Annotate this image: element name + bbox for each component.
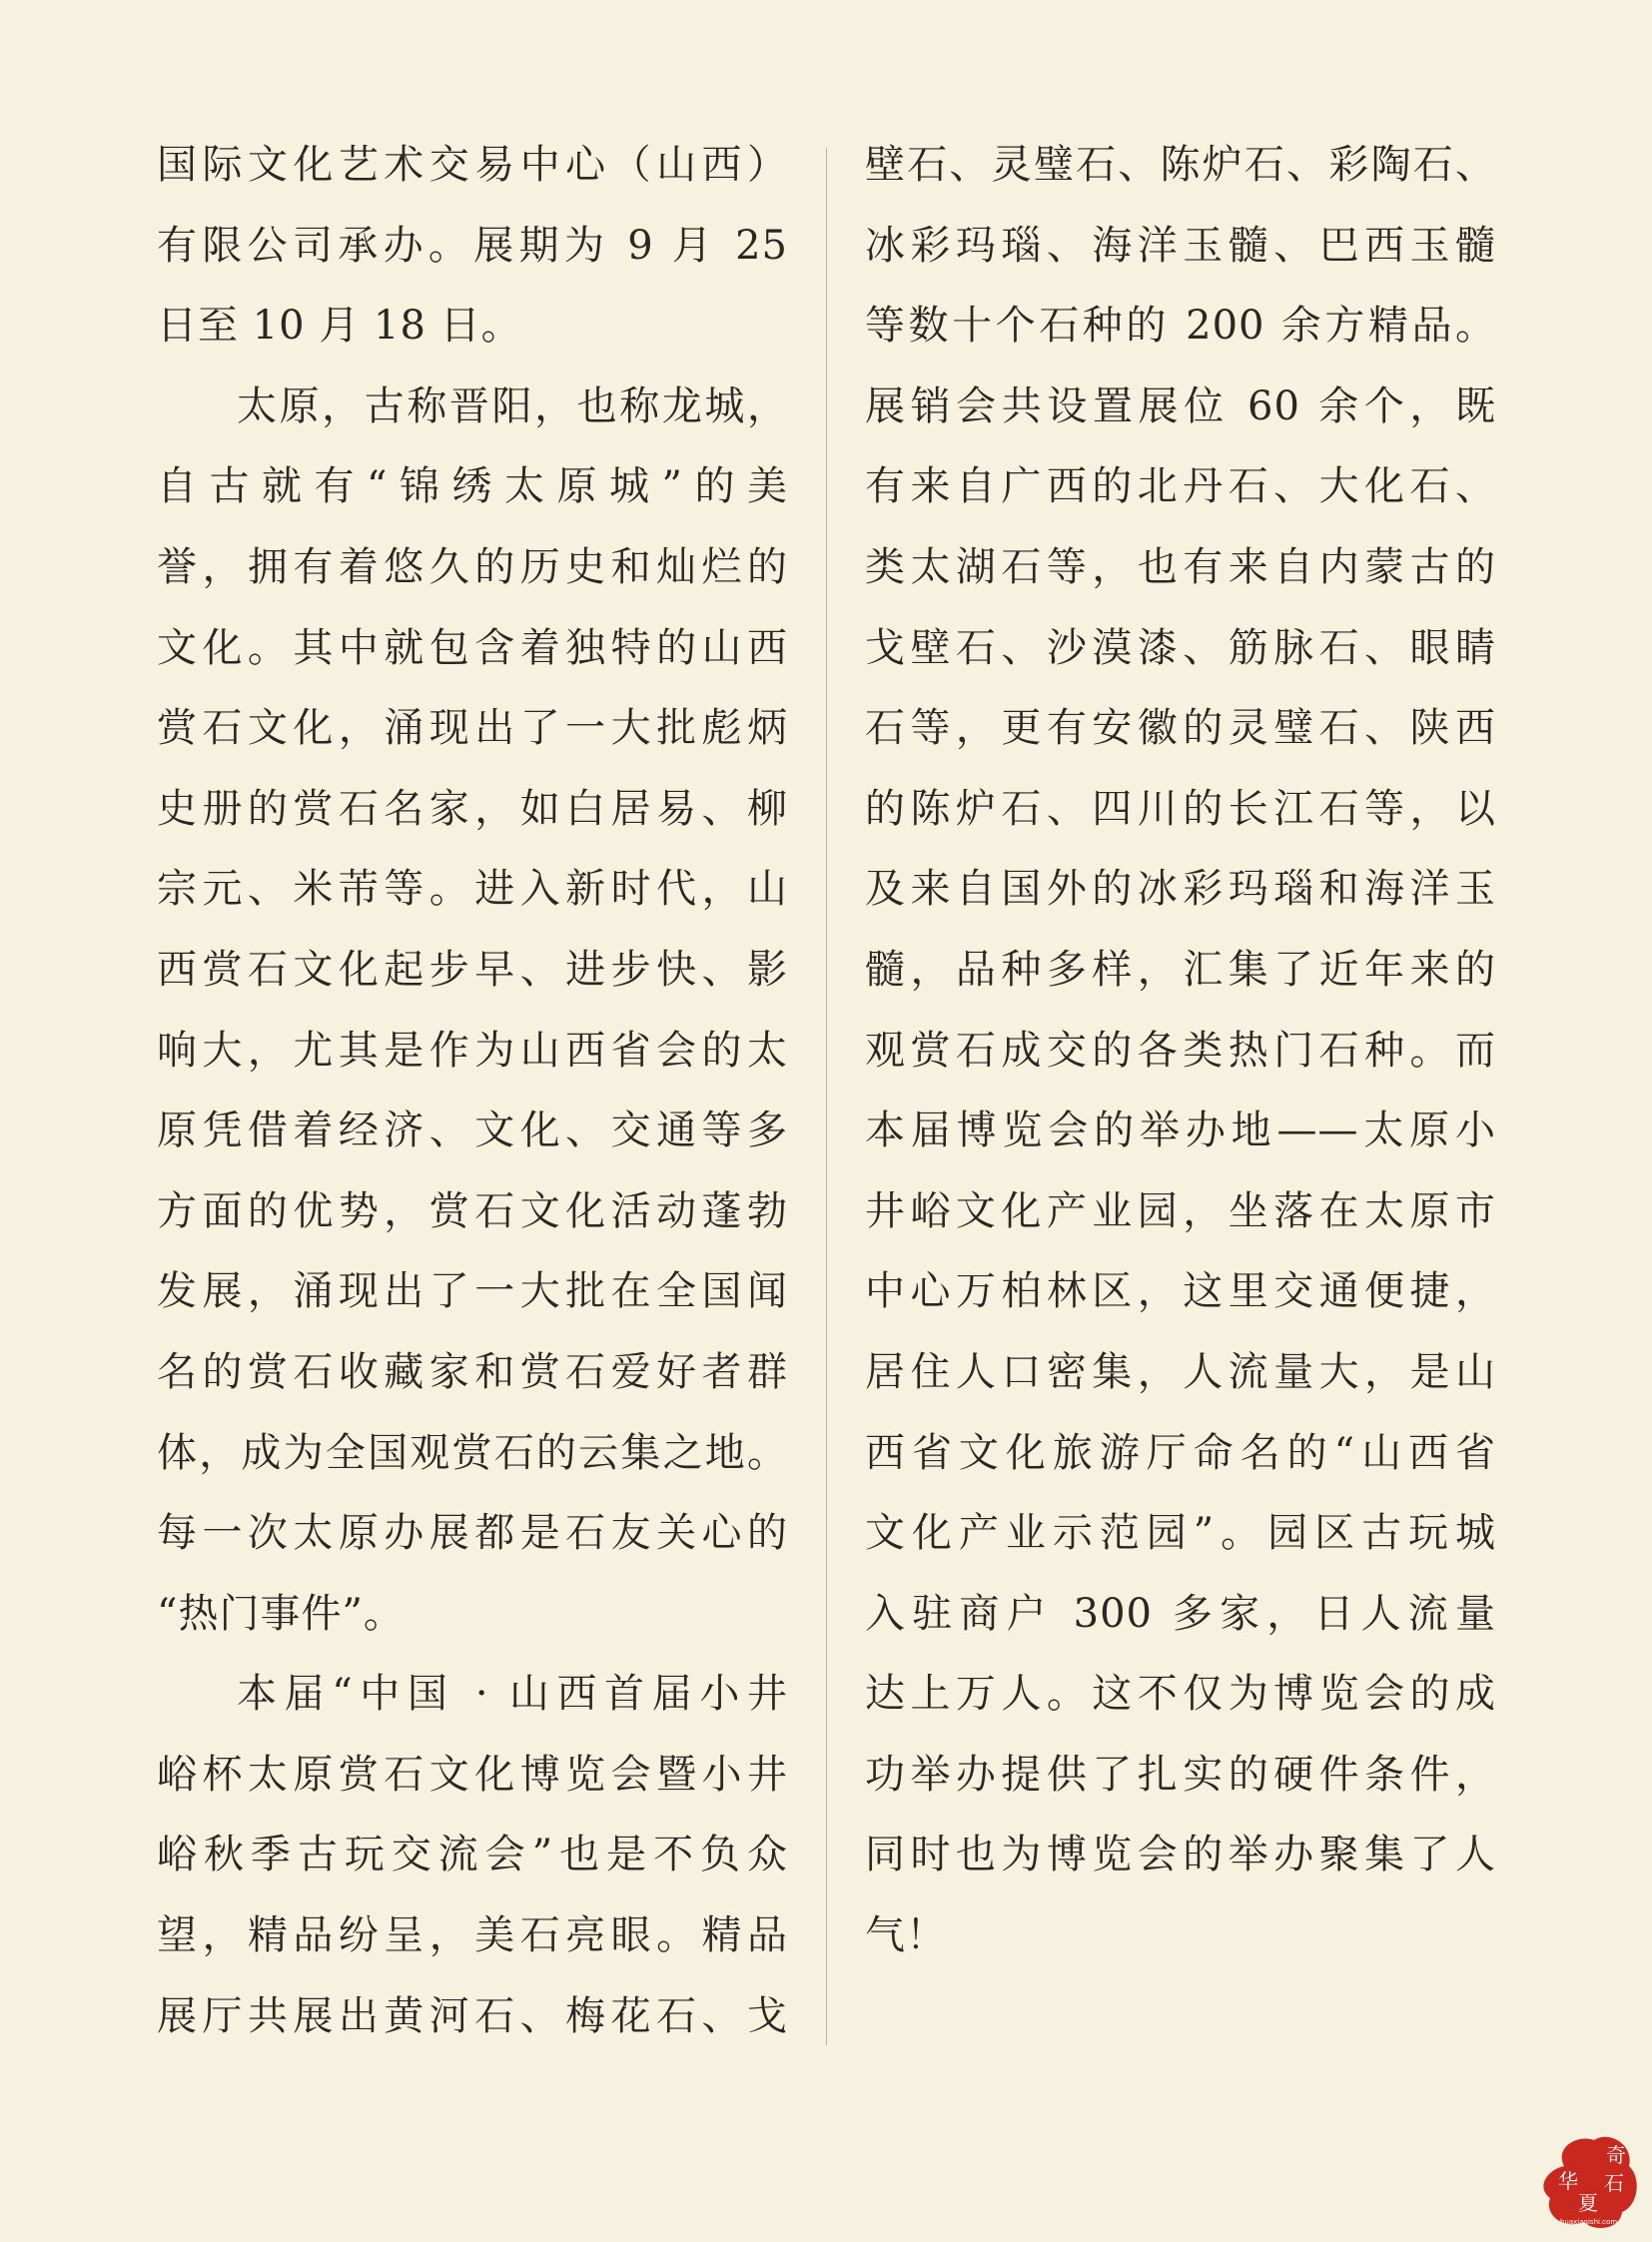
text-line: 井峪文化产业园，坐落在太原市 xyxy=(865,1187,1496,1234)
text-line: 赏石文化，涌现出了一大批彪炳 xyxy=(157,705,788,752)
text-line: 展厅共展出黄河石、梅花石、戈 xyxy=(157,1992,788,2039)
text-line: 文化。其中就包含着独特的山西 xyxy=(157,624,788,671)
text-line: 类太湖石等，也有来自内蒙古的 xyxy=(865,543,1496,590)
text-line: 本届“中国 · 山西首届小井 xyxy=(237,1671,788,1718)
text-line: 峪杯太原赏石文化博览会暨小井 xyxy=(157,1751,788,1798)
text-line: 文化产业示范园”。园区古玩城 xyxy=(865,1510,1496,1557)
text-line: 响大，尤其是作为山西省会的太 xyxy=(157,1027,788,1074)
text-line: “热门事件”。 xyxy=(157,1590,405,1637)
watermark-url: huaxiaqishi.com xyxy=(1560,2218,1618,2226)
text-line: 日至 10 月 18 日。 xyxy=(157,303,522,350)
watermark-char-bottom: 夏 xyxy=(1578,2191,1598,2215)
text-line: 誉，拥有着悠久的历史和灿烂的 xyxy=(157,543,788,590)
text-line: 等数十个石种的 200 余方精品。 xyxy=(865,303,1496,350)
column-divider xyxy=(826,148,827,2045)
text-line: 西省文化旅游厅命名的“山西省 xyxy=(865,1429,1496,1476)
text-line: 冰彩玛瑙、海洋玉髓、巴西玉髓 xyxy=(865,222,1496,269)
watermark-char-top: 奇 xyxy=(1606,2143,1626,2167)
text-line: 有来自广西的北丹石、大化石、 xyxy=(865,463,1496,510)
text-line: 壁石、灵璧石、陈炉石、彩陶石、 xyxy=(865,142,1496,188)
watermark-char-right: 石 xyxy=(1604,2171,1624,2195)
text-line: 方面的优势，赏石文化活动蓬勃 xyxy=(157,1187,788,1234)
text-line: 发展，涌现出了一大批在全国闻 xyxy=(157,1268,788,1315)
text-line: 戈壁石、沙漠漆、筋脉石、眼睛 xyxy=(865,624,1496,671)
text-line: 气！ xyxy=(865,1912,947,1959)
text-line: 体，成为全国观赏石的云集之地。 xyxy=(157,1429,788,1476)
text-line: 自古就有“锦绣太原城”的美 xyxy=(157,463,788,510)
text-line: 名的赏石收藏家和赏石爱好者群 xyxy=(157,1348,788,1395)
text-line: 国际文化艺术交易中心（山西） xyxy=(157,142,788,188)
text-line: 展销会共设置展位 60 余个，既 xyxy=(865,382,1496,429)
text-line: 中心万柏林区，这里交通便捷， xyxy=(865,1268,1496,1315)
text-line: 原凭借着经济、文化、交通等多 xyxy=(157,1108,788,1154)
text-line: 观赏石成交的各类热门石种。而 xyxy=(865,1027,1496,1074)
text-line: 史册的赏石名家，如白居易、柳 xyxy=(157,785,788,832)
right-text-column xyxy=(865,125,1496,1976)
watermark-char-left: 华 xyxy=(1558,2169,1578,2193)
site-watermark-logo xyxy=(1534,2126,1644,2236)
text-line: 太原，古称晋阳，也称龙城， xyxy=(237,382,788,429)
text-line: 有限公司承办。展期为 9 月 25 xyxy=(157,222,788,269)
text-line: 本届博览会的举办地——太原小 xyxy=(865,1108,1496,1154)
text-line: 及来自国外的冰彩玛瑙和海洋玉 xyxy=(865,866,1496,913)
text-line: 西赏石文化起步早、进步快、影 xyxy=(157,946,788,993)
text-line: 功举办提供了扎实的硬件条件， xyxy=(865,1751,1496,1798)
text-line: 同时也为博览会的举办聚集了人 xyxy=(865,1832,1496,1878)
text-line: 髓，品种多样，汇集了近年来的 xyxy=(865,946,1496,993)
text-line: 每一次太原办展都是石友关心的 xyxy=(157,1510,788,1557)
text-line: 入驻商户 300 多家，日人流量 xyxy=(865,1590,1496,1637)
text-line: 居住人口密集，人流量大，是山 xyxy=(865,1348,1496,1395)
text-line: 宗元、米芾等。进入新时代，山 xyxy=(157,866,788,913)
left-text-column xyxy=(157,125,788,2056)
text-line: 达上万人。这不仅为博览会的成 xyxy=(865,1671,1496,1718)
text-line: 石等，更有安徽的灵璧石、陕西 xyxy=(865,705,1496,752)
text-line: 望，精品纷呈，美石亮眼。精品 xyxy=(157,1912,788,1959)
text-line: 峪秋季古玩交流会”也是不负众 xyxy=(157,1832,788,1878)
text-line: 的陈炉石、四川的长江石等，以 xyxy=(865,785,1496,832)
